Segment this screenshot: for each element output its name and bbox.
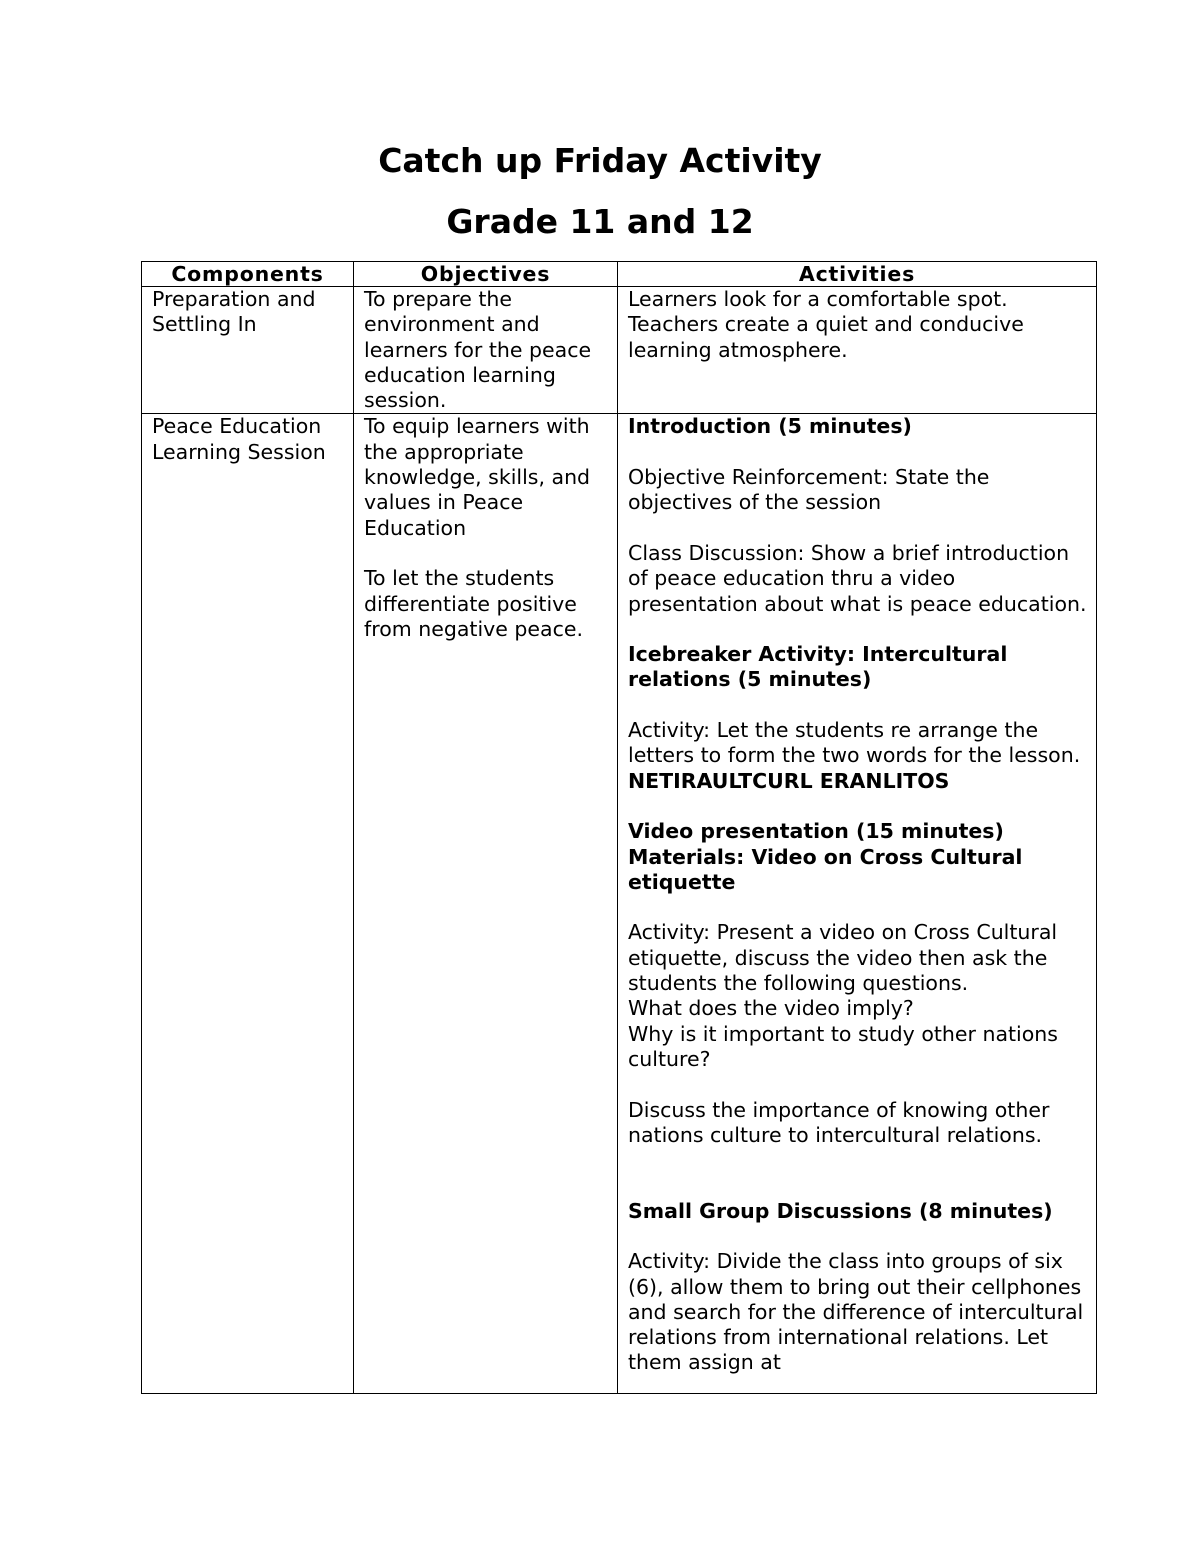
scrambled-words: NETIRAULTCURL ERANLITOS bbox=[628, 768, 950, 793]
page-subtitle: Grade 11 and 12 bbox=[446, 202, 754, 241]
activity-text: Class Discussion: Show a brief introduction of peace education thru a video presentation about what is peace education. bbox=[628, 540, 1087, 616]
objective-cell bbox=[354, 414, 618, 1394]
objective-text: To equip learners with the appropriate knowledge, skills, and values in Peace Education bbox=[364, 414, 591, 540]
objective-text: To prepare the environment and learners for the peace education learning session. bbox=[364, 287, 592, 413]
section-heading: Small Group Discussions (8 minutes) bbox=[628, 1198, 1053, 1223]
question-text: What does the video imply? bbox=[628, 996, 914, 1021]
activity-text: Discuss the importance of knowing other nations culture to intercultural relations. bbox=[628, 1097, 1050, 1147]
header-activities: Activities bbox=[618, 262, 1097, 287]
activity-table bbox=[141, 261, 1097, 1394]
section-heading: Introduction (5 minutes) bbox=[628, 414, 912, 439]
activity-cell bbox=[618, 414, 1097, 1394]
objective-text: To let the students differentiate positive from negative peace. bbox=[364, 566, 583, 641]
objective-cell bbox=[354, 287, 618, 414]
component-cell bbox=[142, 287, 354, 414]
section-heading: Materials: Video on Cross Cultural etiquette bbox=[628, 844, 1023, 894]
header-objectives: Objectives bbox=[354, 262, 618, 287]
section-heading: Video presentation (15 minutes) bbox=[628, 819, 1004, 844]
activity-text: Objective Reinforcement: State the objectives of the session bbox=[628, 465, 990, 515]
activity-text: Learners look for a comfortable spot. Teachers create a quiet and conducive learning atmosphere. bbox=[628, 287, 1024, 362]
question-text: Why is it important to study other nations culture? bbox=[628, 1021, 1058, 1071]
activity-cell bbox=[618, 287, 1097, 414]
component-text: Preparation and Settling In bbox=[152, 287, 316, 337]
page-title: Catch up Friday Activity bbox=[378, 141, 822, 180]
section-heading: Icebreaker Activity: Intercultural relations (5 minutes) bbox=[628, 642, 1008, 692]
activity-text: Activity: Present a video on Cross Cultural etiquette, discuss the video then ask the students the following questions. bbox=[628, 920, 1058, 996]
table-row bbox=[142, 287, 1097, 414]
header-components: Components bbox=[142, 262, 354, 287]
activity-text: Activity: Let the students re arrange the letters to form the two words for the lesson. NETIRAULTCURL ERANLITOS bbox=[628, 718, 1081, 793]
activity-text: Activity: Divide the class into groups of six (6), allow them to bring out their cellphones and search for the difference of intercultural relations from international relations. Let them assign at bbox=[628, 1249, 1084, 1375]
component-text: Peace Education Learning Session bbox=[152, 414, 326, 464]
table-header-row bbox=[142, 262, 1097, 287]
component-cell bbox=[142, 414, 354, 1394]
table-row bbox=[142, 414, 1097, 1394]
